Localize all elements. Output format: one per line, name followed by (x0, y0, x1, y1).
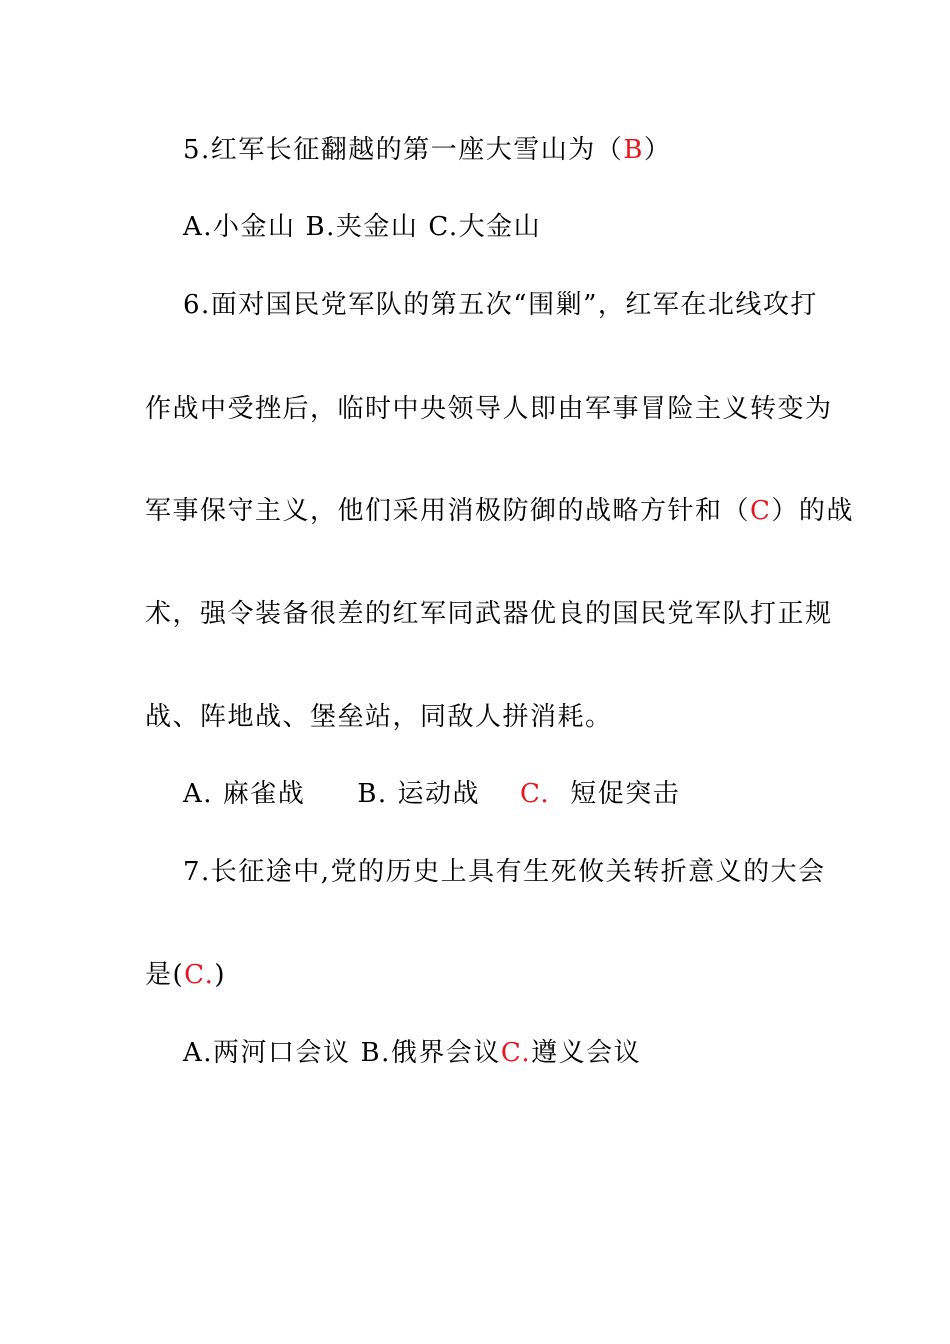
question-5-option-b: B.夹金山 (305, 212, 419, 242)
question-7-option-c-letter: C. (500, 1038, 532, 1068)
question-5-option-a: A.小金山 (183, 212, 296, 242)
question-6-answer: C (750, 496, 772, 526)
question-6-line-3-tail: ）的战 (771, 496, 854, 526)
question-6-line-5: 战、阵地战、堡垒站，同敌人拼消耗。 (145, 702, 613, 732)
question-6-line-3 (145, 494, 854, 528)
question-7-line-2-text: 是( (145, 960, 185, 990)
question-7-line-2 (145, 958, 226, 992)
question-7-option-c-text: 遵义会议 (531, 1038, 642, 1068)
question-6-option-b: B. 运动战 (357, 779, 480, 809)
question-7-answer: C. (184, 960, 215, 990)
question-5-stem-text: 5.红军长征翻越的第一座大雪山为（ (183, 135, 624, 165)
question-5-option-c: C.大金山 (428, 212, 542, 242)
question-6-option-a: A. 麻雀战 (183, 779, 306, 809)
question-5-answer: B (623, 135, 644, 165)
question-7-option-a: A.两河口会议 (183, 1038, 351, 1068)
question-6-option-c-letter: C. (519, 779, 551, 809)
question-6-option-c-text: 短促突击 (570, 779, 681, 809)
question-6-line-3-text: 军事保守主义，他们采用消极防御的战略方针和（ (145, 496, 751, 526)
question-6-line-4: 术，强令装备很差的红军同武器优良的国民党军队打正规 (145, 599, 833, 629)
question-5-options (183, 210, 541, 244)
question-7-option-b: B.俄界会议 (360, 1038, 501, 1068)
question-5-stem (183, 133, 671, 167)
question-6-line-2: 作战中受挫后，临时中央领导人即由军事冒险主义转变为 (145, 394, 833, 424)
question-7-options (183, 1036, 641, 1070)
question-6-line-1: 6.面对国民党军队的第五次“围剿”，红军在北线攻打 (183, 290, 818, 320)
question-5-stem-close: ） (643, 135, 672, 165)
question-6-options (183, 777, 680, 811)
question-7-line-1: 7.长征途中,党的历史上具有生死攸关转折意义的大会 (183, 857, 826, 887)
question-7-line-2-close: ) (214, 960, 227, 990)
